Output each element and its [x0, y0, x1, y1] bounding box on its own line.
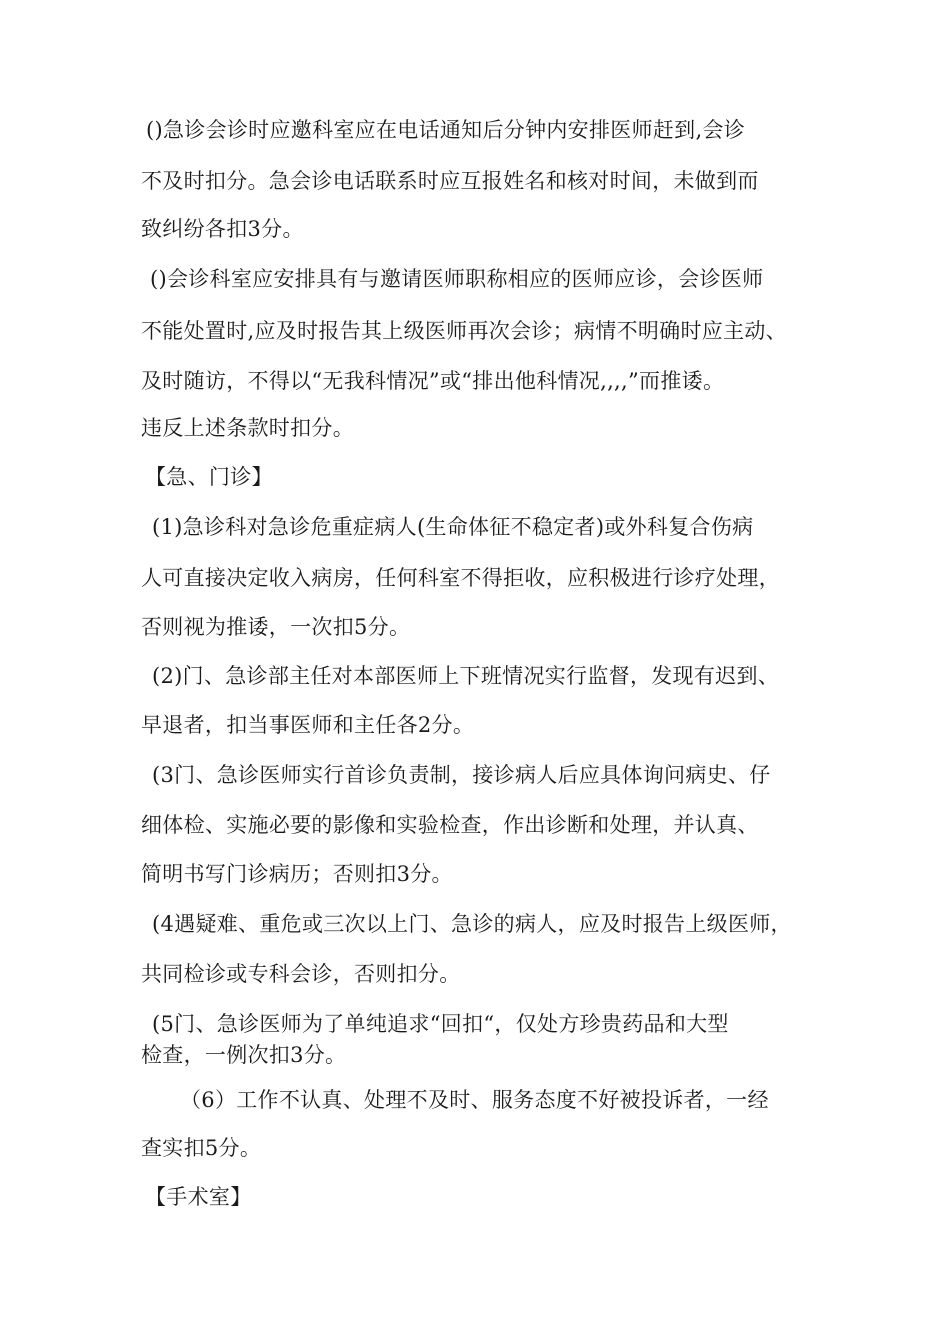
paragraph-line: 细体检、实施必要的影像和实验检查，作出诊断和处理，并认真、 — [141, 813, 759, 837]
paragraph-line: （6）工作不认真、处理不及时、服务态度不好被投诉者，一经 — [180, 1088, 769, 1112]
paragraph-line: 致纠纷各扣3分。 — [141, 217, 304, 241]
paragraph-line: (3门、急诊医师实行首诊负责制，接诊病人后应具体询问病史、仔 — [152, 763, 771, 787]
paragraph-line: ()会诊科室应安排具有与邀请医师职称相应的医师应诊，会诊医师 — [150, 267, 764, 291]
paragraph-line: 违反上述条款时扣分。 — [141, 416, 354, 440]
paragraph-line: 及时随访，不得以“无我科情况”或“排出他科情况,,,,”而推诿。 — [141, 369, 725, 393]
paragraph-line: (4遇疑难、重危或三次以上门、急诊的病人，应及时报告上级医师， — [152, 912, 792, 936]
paragraph-line: (2)门、急诊部主任对本部医师上下班情况实行监督，发现有迟到、 — [152, 664, 780, 688]
paragraph-line: 检查，一例次扣3分。 — [141, 1043, 347, 1067]
paragraph-line: 简明书写门诊病历；否则扣3分。 — [141, 862, 453, 886]
paragraph-line: 不及时扣分。急会诊电话联系时应互报姓名和核对时间，未做到而 — [141, 169, 759, 193]
paragraph-line: 早退者，扣当事医师和主任各2分。 — [141, 713, 475, 737]
paragraph-line: 查实扣5分。 — [141, 1136, 262, 1160]
paragraph-line: (1)急诊科对急诊危重症病人(生命体征不稳定者)或外科复合伤病 — [152, 515, 754, 539]
section-heading: 【手术室】 — [145, 1185, 252, 1209]
paragraph-line: (5门、急诊医师为了单纯追求“回扣“，仅处方珍贵药品和大型 — [152, 1012, 729, 1036]
paragraph-line: 不能处置时,应及时报告其上级医师再次会诊；病情不明确时应主动、 — [141, 319, 787, 343]
paragraph-line: 人可直接决定收入病房，任何科室不得拒收，应积极进行诊疗处理， — [141, 566, 780, 590]
paragraph-line: 共同检诊或专科会诊，否则扣分。 — [141, 962, 461, 986]
paragraph-line: 否则视为推诿，一次扣5分。 — [141, 615, 411, 639]
section-heading: 【急、门诊】 — [145, 465, 273, 489]
paragraph-line: ()急诊会诊时应邀科室应在电话通知后分钟内安排医师赶到,会诊 — [146, 118, 746, 142]
